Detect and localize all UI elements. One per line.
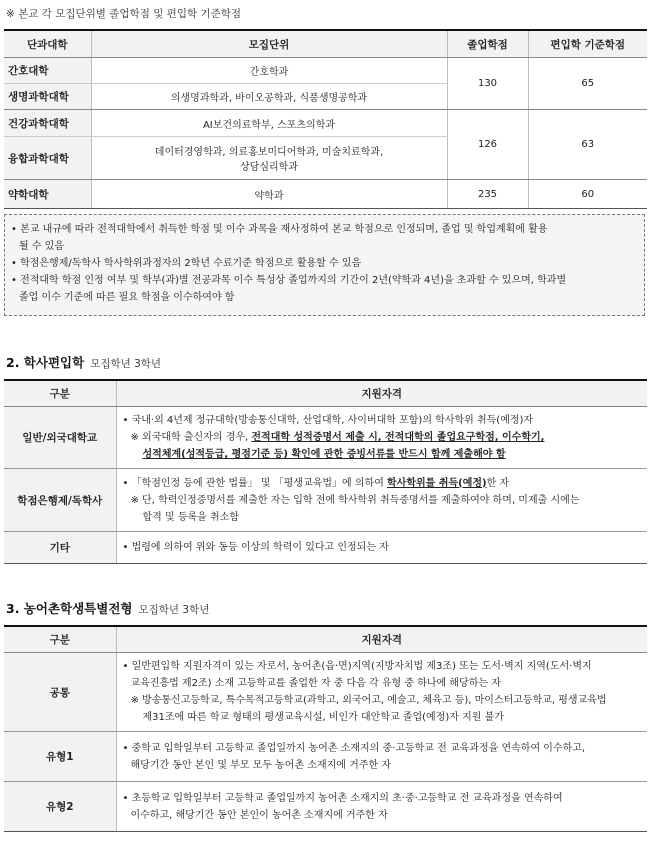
qualification-cell: [116, 653, 647, 732]
transfer-credit-cell: 60: [528, 180, 647, 209]
table-header-row: [4, 380, 647, 407]
desc-line: • 초등학교 입학일부터 고등학교 졸업일까지 농어촌 소재지의 초·중·고등학교 전 교육과정을 연속하여: [122, 792, 563, 804]
unit-line: 데이터경영학과, 의료홍보미디어학과, 미술치료학과,: [154, 147, 384, 158]
qualification-cell: [116, 407, 647, 469]
header-transfer-credits: 편입학 기준학점: [528, 30, 647, 58]
emphasis-text: 전적대학 성적증명서 제출 시, 전적대학의 졸업요구학점, 이수학기,: [251, 432, 545, 443]
desc-text: ※ 외국대학 출신자의 경우,: [130, 432, 252, 443]
table-row: [4, 469, 647, 532]
desc-line: • 국내·외 4년제 정규대학(방송통신대학, 산업대학, 사이버대학 포함)의 학사학위 취득(예정)자: [122, 415, 534, 426]
header-category: 구분: [4, 380, 116, 407]
desc-line: 이수하고, 해당기간 동안 본인이 농어촌 소재지에 거주한 자: [130, 809, 388, 821]
header-college: 단과대학: [4, 30, 91, 58]
category-cell: 유형2: [4, 782, 116, 832]
college-cell: 건강과학대학: [4, 110, 91, 137]
table-header-row: [4, 30, 647, 58]
note-line: • 학점은행제/독학사 학사학위과정자의 2학년 수료기준 학점으로 활용할 수 있음: [11, 258, 362, 269]
grad-credit-cell: 130: [447, 58, 528, 110]
qualification-cell: [116, 469, 647, 532]
section-title-text: 3. 농어촌학생특별전형: [6, 601, 133, 616]
unit-cell: AI보건의료학부, 스포츠의학과: [91, 110, 447, 137]
bachelor-transfer-table: [4, 379, 647, 564]
desc-line: 합격 및 등록을 취소함: [142, 511, 239, 523]
section-title: [6, 353, 161, 371]
desc-line: [123, 429, 642, 446]
college-cell: 간호대학: [4, 58, 91, 84]
category-cell: 유형1: [4, 732, 116, 782]
section-subtitle: 모집학년 3학년: [138, 604, 210, 616]
note-line: 졸업 이수 기준에 따른 필요 학점을 이수하여야 함: [19, 292, 235, 303]
unit-cell: 간호학과: [91, 58, 447, 84]
table-row: [4, 407, 647, 469]
header-qualification: 지원자격: [116, 380, 647, 407]
category-cell: 일반/외국대학교: [4, 407, 116, 469]
desc-text: • 「학점인정 등에 관한 법률」 및 「평생교육법」에 의하여: [122, 477, 388, 489]
table-row: [4, 653, 647, 732]
table-header-row: [4, 626, 647, 653]
desc-line: • 중학교 입학일부터 고등학교 졸업일까지 농어촌 소재지의 중·고등학교 전 교육과정을 연속하여 이수하고,: [122, 742, 586, 754]
emphasis-text: 학사학위를 취득(예정): [387, 477, 487, 489]
desc-line: 제31조에 따른 학교 형태의 평생교육시설, 비인가 대안학교 졸업(예정)자 지원 불가: [142, 712, 504, 723]
desc-text: 한 자: [486, 477, 510, 489]
note-line: • 본교 내규에 따라 전적대학에서 취득한 학점 및 이수 과목을 재사정하여 본교 학점으로 인정되며, 졸업 및 학업계획에 활용: [11, 224, 548, 235]
category-cell: 공통: [4, 653, 116, 732]
section-subtitle: 모집학년 3학년: [90, 358, 162, 370]
qualification-cell: [116, 532, 647, 564]
unit-cell: [91, 137, 447, 180]
table-row: [4, 58, 647, 84]
emphasis-line: 성적체계(성적등급, 평점기준 등) 확인에 관한 증빙서류를 반드시 함께 제출해야 함: [142, 449, 506, 460]
desc-line: 교육진흥법 제2조) 소재 고등학교를 졸업한 자 중 다음 각 유형 중 하나에 해당하는 자: [130, 678, 501, 689]
table-row: [4, 110, 647, 137]
category-cell: 기타: [4, 532, 116, 564]
table-row: [4, 732, 647, 782]
desc-line: 해당기간 동안 본인 및 부모 모두 농어촌 소재지에 거주한 자: [130, 759, 391, 771]
note-line: • 전적대학 학점 인정 여부 및 학부(과)별 전공과목 이수 특성상 졸업까지의 기간이 2년(약학과 4년)을 초과할 수 있으며, 학과별: [11, 275, 567, 286]
unit-cell: 의생명과학과, 바이오공학과, 식품생명공학과: [91, 84, 447, 110]
table-row: [4, 532, 647, 564]
header-unit: 모집단위: [91, 30, 447, 58]
college-cell: 융합과학대학: [4, 137, 91, 180]
transfer-credit-cell: 63: [528, 110, 647, 180]
desc-line: • 일반편입학 지원자격이 있는 자로서, 농어촌(읍·면)지역(지방자치법 제3조) 또는 도서·벽지 지역(도서·벽지: [122, 661, 592, 672]
grad-credit-cell: 235: [447, 180, 528, 209]
credits-table: [4, 29, 647, 209]
unit-cell: 약학과: [91, 180, 447, 209]
note-line: 될 수 있음: [19, 241, 64, 252]
desc-line: ※ 방송통신고등학교, 특수목적고등학교(과학고, 외국어고, 예술고, 체육고 등), 마이스터고등학교, 평생교육법: [130, 695, 607, 706]
desc-line: • 법령에 의하여 위와 동등 이상의 학력이 있다고 인정되는 자: [122, 542, 389, 553]
section-title: [6, 599, 209, 617]
notes-box: [4, 214, 645, 316]
header-qualification: 지원자격: [116, 626, 647, 653]
grad-credit-cell: 126: [447, 110, 528, 180]
table-row: [4, 782, 647, 832]
section-title-text: 2. 학사편입학: [6, 355, 85, 370]
table-note-title: ※ 본교 각 모집단위별 졸업학점 및 편입학 기준학점: [6, 8, 242, 20]
unit-line: 상담심리학과: [240, 162, 298, 173]
header-category: 구분: [4, 626, 116, 653]
header-grad-credits: 졸업학점: [447, 30, 528, 58]
college-cell: 생명과학대학: [4, 84, 91, 110]
desc-line: ※ 단, 학력인정증명서를 제출한 자는 입학 전에 학사학위 취득증명서를 제출하여야 하며, 미제출 시에는: [130, 494, 580, 506]
table-row: [4, 180, 647, 209]
desc-line: [123, 475, 642, 492]
qualification-cell: [116, 782, 647, 832]
category-cell: 학점은행제/독학사: [4, 469, 116, 532]
transfer-credit-cell: 65: [528, 58, 647, 110]
qualification-cell: [116, 732, 647, 782]
college-cell: 약학대학: [4, 180, 91, 209]
rural-special-table: [4, 625, 647, 832]
